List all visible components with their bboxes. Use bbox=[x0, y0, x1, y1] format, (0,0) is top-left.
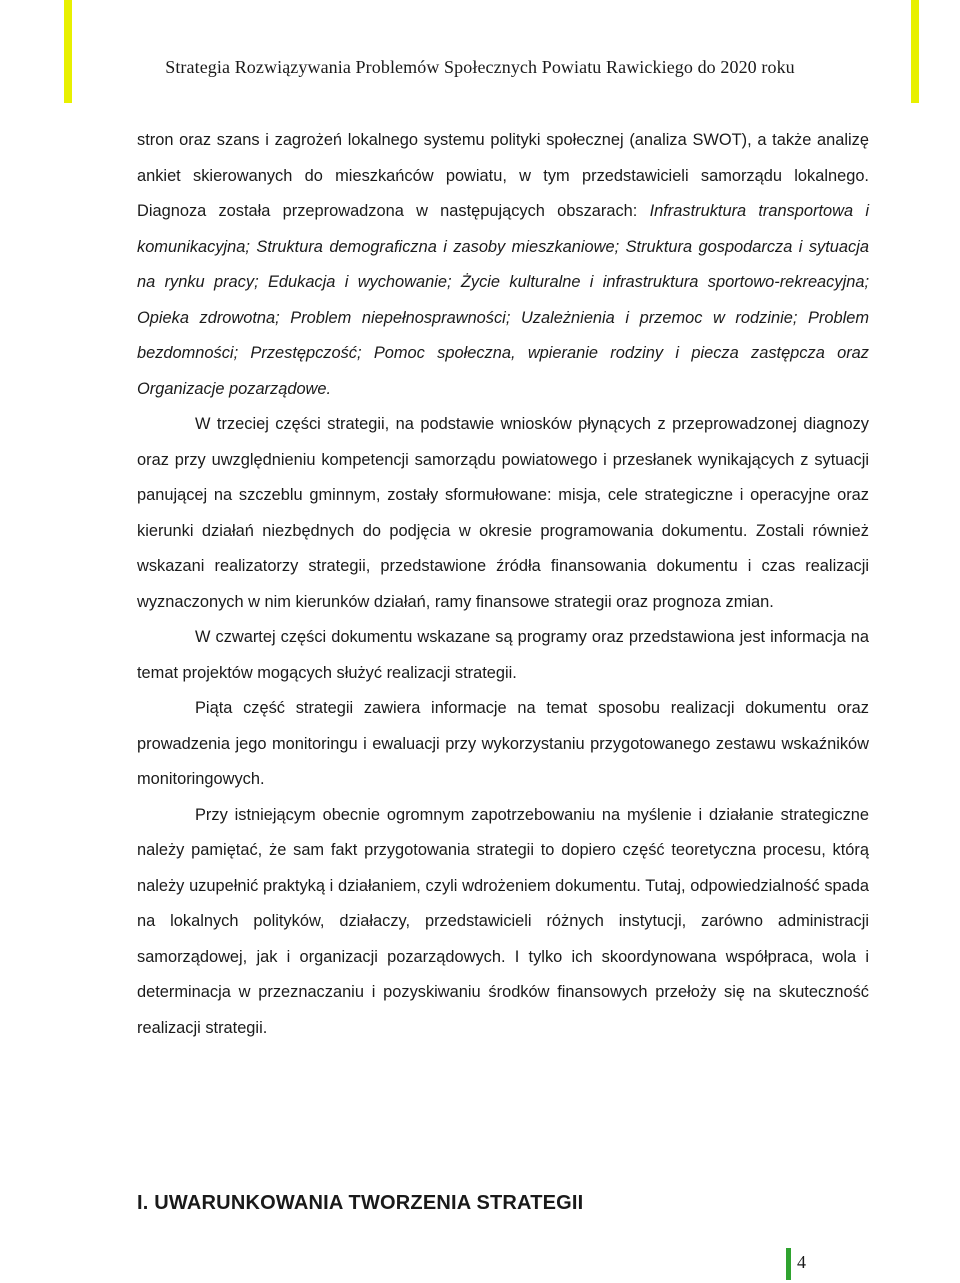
paragraph-diagnosis-areas: Infrastruktura transportowa i komunikacyjna; Struktura demograficzna i zasoby mieszkaniowe; Struktura gospodarcza i sytuacja na rynku pracy; Edukacja i wychowanie; Życie kulturalne i infrastruktura sportowo-rekreacyjna; Opieka zdrowotna; Problem niepełnosprawności; Uzależnienia i przemoc w rodzinie; Problem bezdomności; Przestępczość; Pomoc społeczna, wpieranie rodziny i piecza zastępcza oraz Organizacje pozarządowe. bbox=[137, 202, 869, 398]
document-body bbox=[137, 123, 869, 1046]
paragraph-diagnosis bbox=[137, 123, 869, 407]
paragraph-third-part: W trzeciej części strategii, na podstawie wniosków płynących z przeprowadzonej diagnozy oraz przy uwzględnieniu kompetencji samorządu powiatowego i przesłanek wynikających z sytuacji panującej na szczeblu gminnym, zostały sformułowane: misja, cele strategiczne i operacyjne oraz kierunki działań niezbędnych do podjęcia w okresie programowania dokumentu. Zostali również wskazani realizatorzy strategii, przedstawione źródła finansowania dokumentu i czas realizacji wyznaczonych w nim kierunków działań, ramy finansowe strategii oraz prognoza zmian. bbox=[137, 415, 869, 611]
paragraph-fifth-part: Piąta część strategii zawiera informacje na temat sposobu realizacji dokumentu oraz prowadzenia jego monitoringu i ewaluacji przy wykorzystaniu przygotowanego zestawu wskaźników monitoringowych. bbox=[137, 699, 869, 788]
paragraph-implementation: Przy istniejącym obecnie ogromnym zapotrzebowaniu na myślenie i działanie strategiczne należy pamiętać, że sam fakt przygotowania strategii to dopiero część teoretyczna procesu, którą należy uzupełnić praktyką i działaniem, czyli wdrożeniem dokumentu. Tutaj, odpowiedzialność spada na lokalnych polityków, działaczy, przedstawicieli różnych instytucji, zarówno administracji samorządowej, jak i organizacji pozarządowych. I tylko ich skoordynowana współpraca, wola i determinacja w przeznaczaniu i pozyskiwaniu środków finansowych przełoży się na skuteczność realizacji strategii. bbox=[137, 805, 869, 1037]
section-heading: I. UWARUNKOWANIA TWORZENIA STRATEGII bbox=[137, 1192, 584, 1214]
header-bar-right bbox=[911, 0, 919, 103]
running-header-title: Strategia Rozwiązywania Problemów Społecznych Powiatu Rawickiego do 2020 roku bbox=[165, 57, 795, 77]
paragraph-fourth-part: W czwartej części dokumentu wskazane są programy oraz przedstawiona jest informacja na temat projektów mogących służyć realizacji strategii. bbox=[137, 628, 869, 682]
header-bar-left bbox=[64, 0, 72, 103]
page-number-bar bbox=[786, 1248, 791, 1280]
page-number: 4 bbox=[797, 1252, 806, 1272]
paragraph-diagnosis-text: stron oraz szans i zagrożeń lokalnego systemu polityki społecznej (analiza SWOT), a także analizę ankiet skierowanych do mieszkańców powiatu, w tym przedstawicieli samorządu lokalnego. Diagnoza została przeprowadzona w następujących obszarach: bbox=[137, 131, 869, 220]
